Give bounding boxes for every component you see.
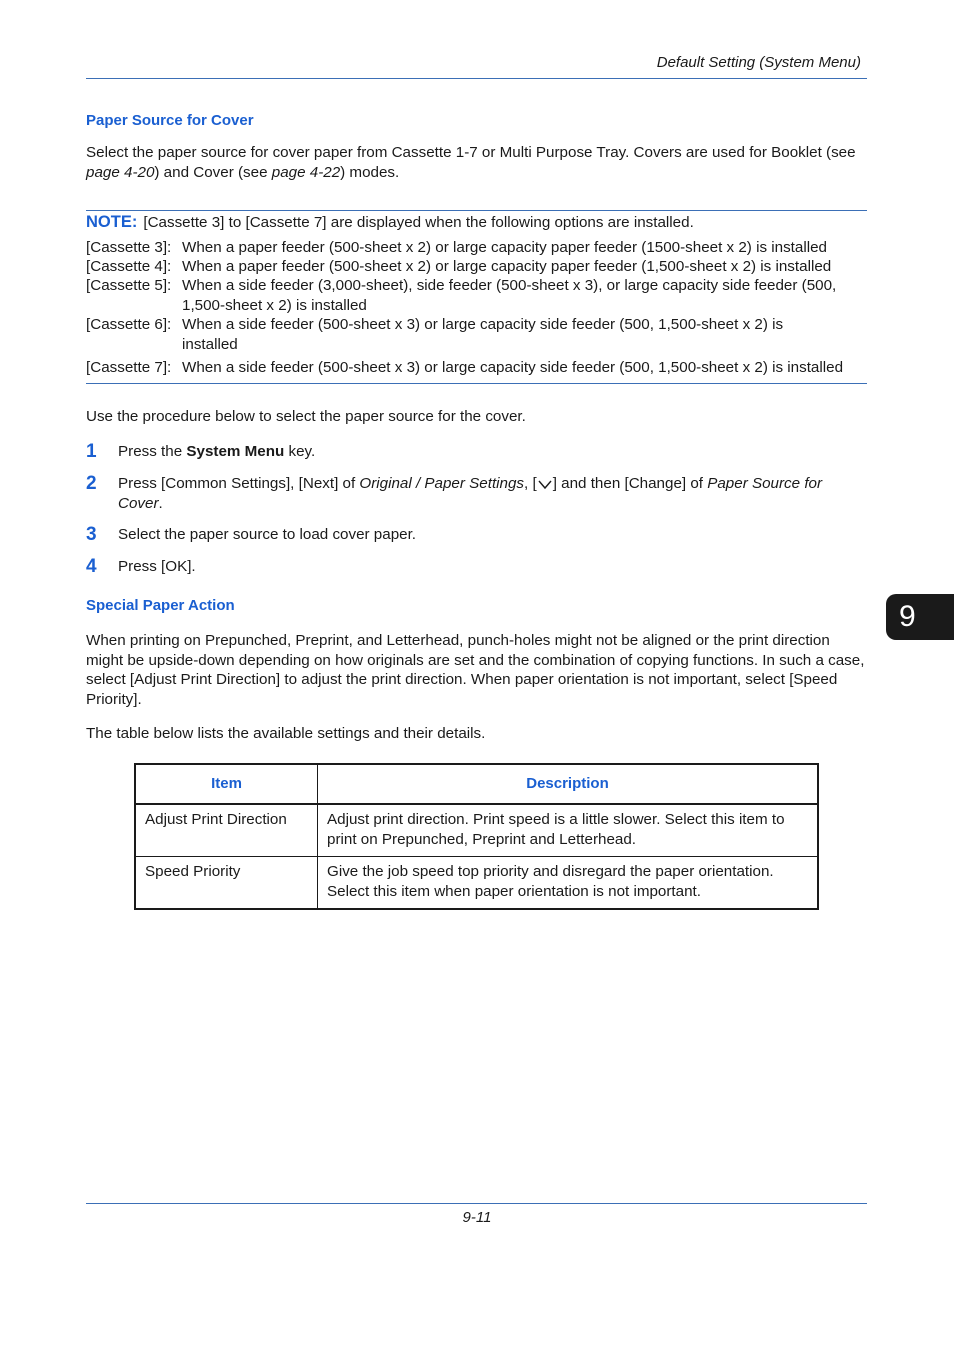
note-row-key: [Cassette 5]: [86, 277, 172, 294]
original-paper-settings-label: Original / Paper Settings [359, 475, 525, 492]
note-row-key: [Cassette 7]: [86, 359, 172, 376]
step-number: 2 [86, 473, 97, 494]
note-row-cassette-4 [86, 257, 876, 277]
table-cell-item: Speed Priority [135, 857, 318, 910]
note-bottom-rule [86, 383, 867, 384]
section-heading-paper-source-for-cover: Paper Source for Cover [86, 112, 254, 129]
step-text [118, 442, 867, 462]
note-row-key: [Cassette 6]: [86, 316, 172, 333]
table-row [135, 857, 818, 910]
table-intro: The table below lists the available settings and their details. [86, 725, 486, 742]
header-rule [86, 78, 867, 79]
step-2 [86, 474, 867, 513]
step-text: Select the paper source to load cover paper. [118, 526, 417, 543]
step-text-part: Press [Common Settings], [Next] of [118, 475, 360, 492]
note-top-rule [86, 210, 867, 211]
note-row-cassette-5 [86, 276, 867, 315]
step-text [118, 474, 867, 513]
step-number: 4 [86, 556, 97, 577]
running-header-title: Default Setting (System Menu) [656, 54, 861, 71]
table-header-row [135, 764, 818, 804]
settings-table [134, 763, 819, 910]
note-row-value: When a paper feeder (500-sheet x 2) or large capacity paper feeder (1500-sheet x 2) is installed [182, 239, 827, 256]
note-row-value: When a side feeder (3,000-sheet), side feeder (500-sheet x 3), or large capacity side feeder (500, 1,500-sheet x 2) is installed [182, 277, 837, 314]
intro-text-2: ) and Cover (see [154, 163, 272, 181]
footer-rule [86, 1203, 867, 1204]
page-reference-cover[interactable]: page 4-22 [271, 163, 341, 181]
table-cell-description: Give the job speed top priority and disregard the paper orientation. Select this item when paper orientation is not important. [318, 857, 819, 910]
intro-text-3: ) modes. [340, 163, 400, 181]
paper-source-for-cover-label: Paper Source for Cover [118, 475, 823, 512]
table-row [135, 804, 818, 857]
step-text-part: Press the [118, 443, 187, 460]
note-label: NOTE: [86, 213, 138, 231]
section-heading-special-paper-action: Special Paper Action [86, 597, 235, 614]
paper-source-intro [86, 143, 867, 182]
step-3 [86, 525, 867, 545]
page-number: 9-11 [462, 1209, 492, 1226]
chapter-tab: 9 [886, 594, 954, 640]
table-cell-item: Adjust Print Direction [135, 804, 318, 857]
procedure-intro: Use the procedure below to select the paper source for the cover. [86, 408, 526, 425]
special-paper-description: When printing on Prepunched, Preprint, and Letterhead, punch-holes might not be aligned or the print direction might be upside-down depending on how originals are set and the combination of copying functions. In such a case, select [Adjust Print Direction] to adjust the print direction. When paper orientation is not important, select [Speed Priority]. [86, 632, 865, 708]
chevron-down-icon [537, 478, 553, 490]
step-text-part: key. [284, 443, 316, 460]
column-header-description: Description [318, 764, 819, 804]
column-header-item: Item [135, 764, 318, 804]
step-number: 3 [86, 524, 97, 545]
step-text-part: ] and then [Change] of [552, 475, 708, 492]
step-text-part: , [ [524, 475, 537, 492]
system-menu-key-label: System Menu [186, 443, 285, 460]
note-row-cassette-3 [86, 238, 876, 258]
step-1 [86, 442, 867, 462]
intro-text-1: Select the paper source for cover paper from Cassette 1-7 or Multi Purpose Tray. Covers are used for Booklet (see [86, 144, 856, 161]
note-row-value: When a side feeder (500-sheet x 3) or large capacity side feeder (500, 1,500-sheet x 2) is installed [182, 359, 844, 376]
step-text: Press [OK]. [118, 558, 196, 575]
note-row-value: When a paper feeder (500-sheet x 2) or large capacity paper feeder (1,500-sheet x 2) is installed [182, 258, 832, 275]
step-4 [86, 557, 867, 577]
note-row-value: When a side feeder (500-sheet x 3) or large capacity side feeder (500, 1,500-sheet x 2) is installed [182, 316, 784, 353]
note-text: [Cassette 3] to [Cassette 7] are displayed when the following options are installed. [143, 214, 694, 231]
note-row-cassette-7 [86, 358, 876, 378]
page-reference-booklet[interactable]: page 4-20 [86, 163, 155, 181]
note-row-key: [Cassette 4]: [86, 258, 172, 275]
step-number: 1 [86, 441, 97, 462]
note-heading-line [86, 213, 867, 233]
note-row-key: [Cassette 3]: [86, 239, 172, 256]
note-row-cassette-6 [86, 315, 826, 354]
table-cell-description: Adjust print direction. Print speed is a little slower. Select this item to print on Prepunched, Preprint and Letterhead. [318, 804, 819, 857]
step-text-part: . [158, 494, 163, 512]
